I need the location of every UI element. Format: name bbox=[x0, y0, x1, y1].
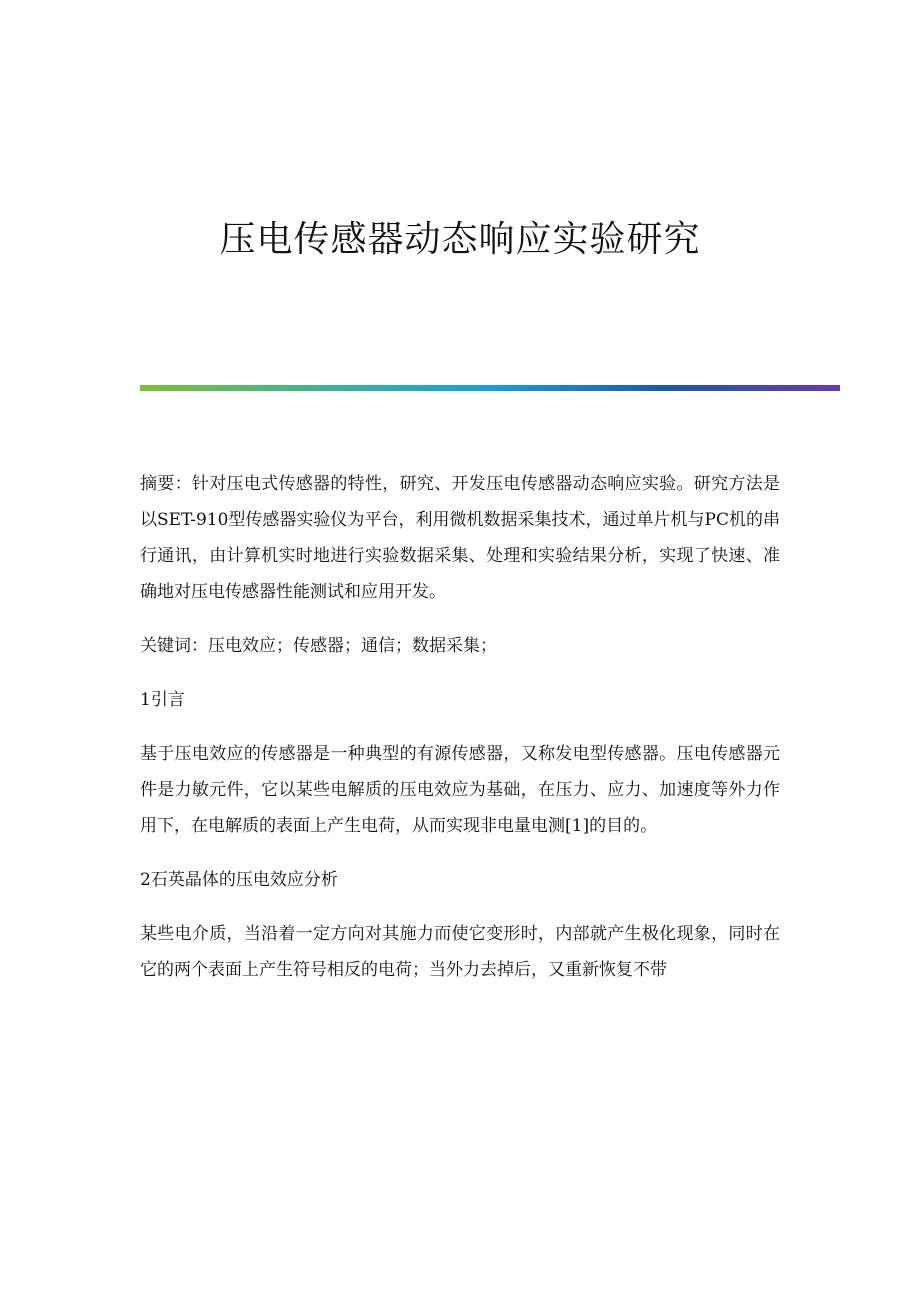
document-body bbox=[140, 466, 780, 1006]
title-divider bbox=[140, 385, 840, 391]
section-2-heading: 2石英晶体的压电效应分析 bbox=[140, 870, 338, 890]
document-title: 压电传感器动态响应实验研究 bbox=[219, 219, 701, 260]
section-2-paragraph: 某些电介质，当沿着一定方向对其施力而使它变形时，内部就产生极化现象，同时在它的两个表面上产生符号相反的电荷；当外力去掉后，又重新恢复不带 bbox=[140, 924, 780, 980]
keywords-paragraph: 关键词：压电效应；传感器；通信；数据采集； bbox=[140, 636, 497, 656]
section-1-heading: 1引言 bbox=[140, 690, 185, 710]
section-1-paragraph: 基于压电效应的传感器是一种典型的有源传感器，又称发电型传感器。压电传感器元件是力敏元件，它以某些电解质的压电效应为基础，在压力、应力、加速度等外力作用下，在电解质的表面上产生电荷，从而实现非电量电测[1]的目的。 bbox=[140, 744, 780, 836]
abstract-paragraph: 摘要：针对压电式传感器的特性，研究、开发压电传感器动态响应实验。研究方法是以SET-910型传感器实验仪为平台，利用微机数据采集技术，通过单片机与PC机的串行通讯，由计算机实时地进行实验数据采集、处理和实验结果分析，实现了快速、准确地对压电传感器性能测试和应用开发。 bbox=[140, 474, 780, 602]
